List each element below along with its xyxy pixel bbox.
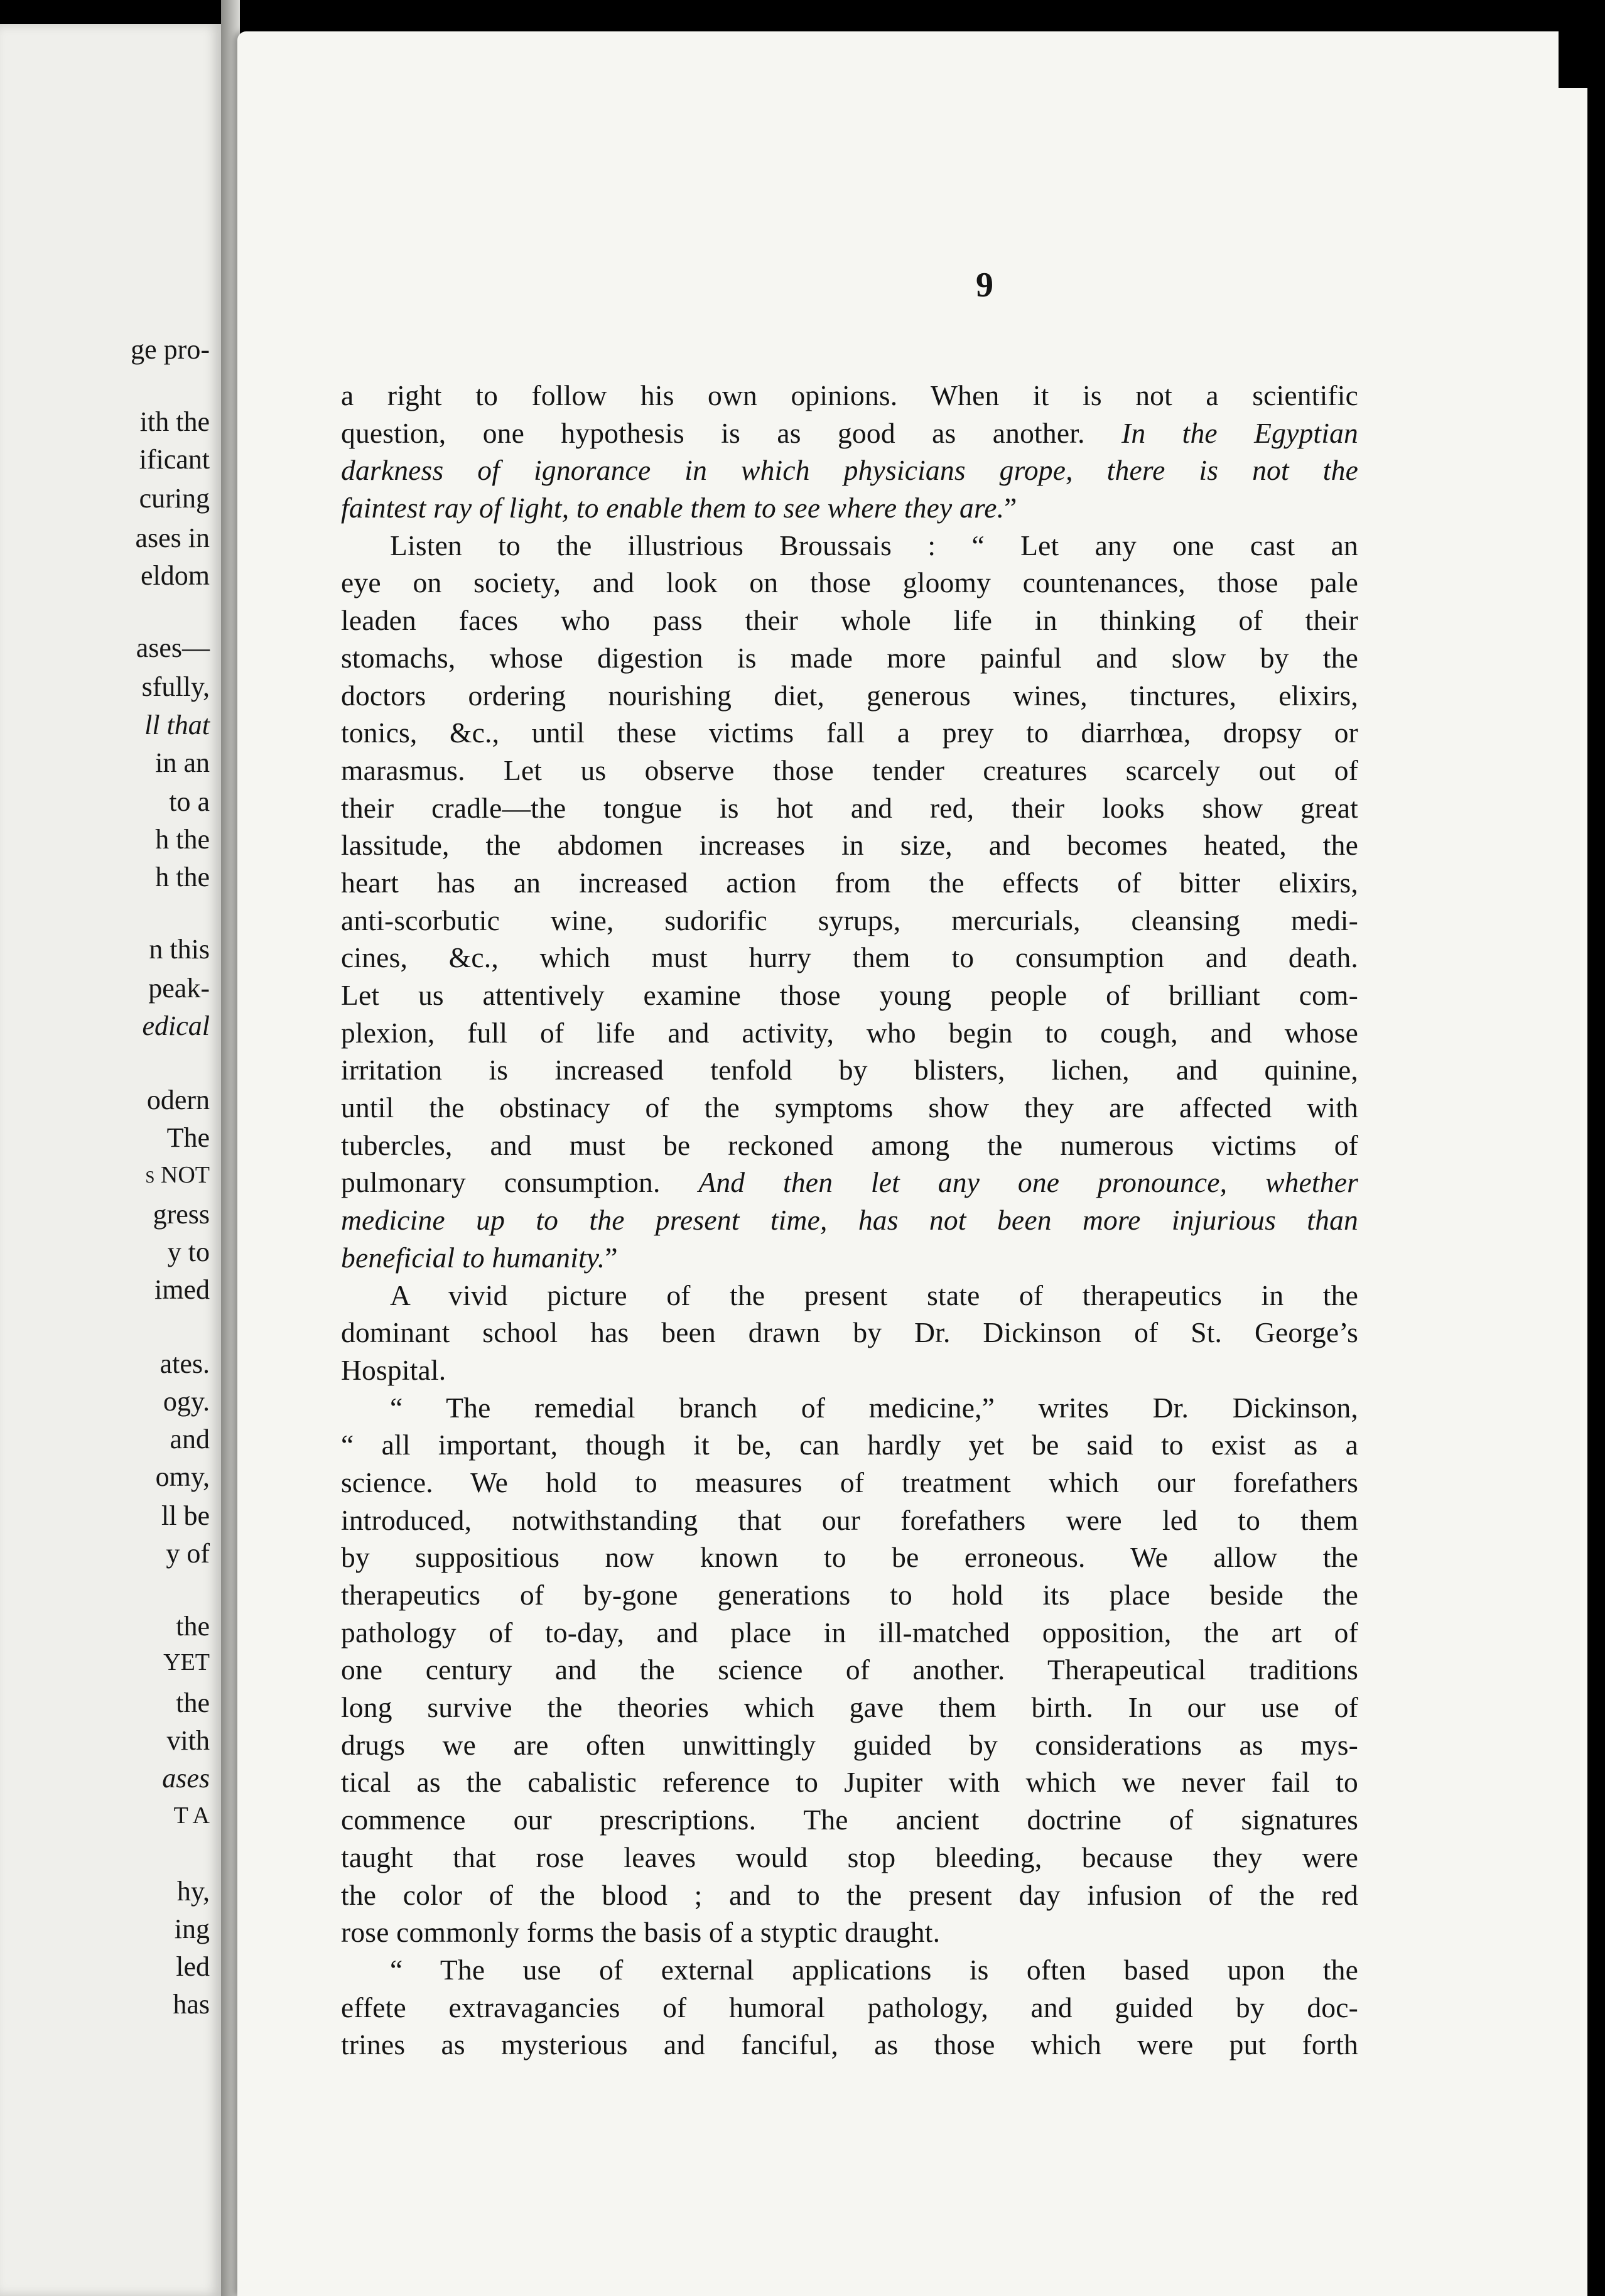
text-segment: a right to follow his own opinions. When it is not a scientific <box>341 379 1358 411</box>
left-page-line: odern <box>146 1085 210 1115</box>
left-page-line: in an <box>155 747 210 778</box>
text-line <box>341 1164 1358 1201</box>
text-line <box>341 527 1358 565</box>
text-segment: one century and the science of another. Therapeutical traditions <box>341 1654 1358 1686</box>
left-page-line: ates. <box>159 1348 210 1379</box>
left-page-line: h the <box>155 862 210 892</box>
text-line <box>341 1651 1358 1689</box>
text-segment: heart has an increased action from the effects of bitter elixirs, <box>341 866 1358 899</box>
text-line <box>341 1089 1358 1127</box>
text-line <box>341 1051 1358 1089</box>
left-page-line: led <box>176 1951 210 1982</box>
italic-text: In the Egyptian <box>1121 416 1358 449</box>
text-segment: ” <box>1004 492 1017 524</box>
text-segment: rose commonly forms the basis of a styptic draught. <box>341 1916 941 1949</box>
text-line <box>341 902 1358 940</box>
left-page-line: ing <box>174 1914 210 1944</box>
text-line <box>341 1614 1358 1652</box>
text-line <box>341 377 1358 414</box>
text-segment: Hospital. <box>341 1353 446 1386</box>
text-segment: leaden faces who pass their whole life in thinking of their <box>341 604 1358 637</box>
text-segment: marasmus. Let us observe those tender creatures scarcely out of <box>341 754 1358 786</box>
text-line <box>341 1277 1358 1314</box>
text-segment: ” <box>605 1241 618 1274</box>
text-line <box>341 1314 1358 1351</box>
left-page-line: y of <box>166 1538 210 1569</box>
text-line <box>341 1989 1358 2027</box>
text-line <box>341 1726 1358 1764</box>
left-page-line: ith the <box>139 406 210 437</box>
left-page-line: h the <box>155 824 210 855</box>
text-segment: lassitude, the abdomen increases in size, and becomes heated, the <box>341 829 1358 862</box>
text-line <box>341 452 1358 489</box>
text-line <box>341 677 1358 715</box>
text-segment: “ The use of external applications is often based upon the <box>390 1953 1358 1986</box>
text-line <box>341 2026 1358 2064</box>
left-page-fragment <box>0 24 221 2296</box>
text-line <box>341 1689 1358 1726</box>
text-segment: Listen to the illustrious Broussais : “ Let any one cast an <box>390 529 1358 561</box>
left-page-line: has <box>173 1989 210 2020</box>
text-segment: tical as the cabalistic reference to Jupiter with which we never fail to <box>341 1766 1358 1799</box>
text-line <box>341 1576 1358 1614</box>
text-segment: the color of the blood ; and to the present day infusion of the red <box>341 1878 1358 1911</box>
text-line <box>341 489 1358 527</box>
text-segment: “ The remedial branch of medicine,” writes Dr. Dickinson, <box>390 1391 1358 1424</box>
left-page-line: The <box>166 1122 210 1153</box>
text-line <box>341 977 1358 1014</box>
text-segment: long survive the theories which gave them birth. In our use of <box>341 1691 1358 1724</box>
text-segment: doctors ordering nourishing diet, generous wines, tinctures, elixirs, <box>341 679 1358 712</box>
left-page-line: YET <box>163 1649 210 1676</box>
text-segment: stomachs, whose digestion is made more painful and slow by the <box>341 641 1358 674</box>
left-page-line: eldom <box>141 560 210 591</box>
text-line <box>341 1951 1358 1989</box>
left-page-line: ases— <box>136 632 210 663</box>
text-line <box>341 752 1358 789</box>
left-page-line: gress <box>153 1199 210 1230</box>
text-segment: tonics, &c., until these victims fall a prey to diarrhœa, dropsy or <box>341 717 1358 749</box>
text-segment: “ all important, though it be, can hardly yet be said to exist as a <box>341 1429 1358 1461</box>
text-line <box>341 864 1358 902</box>
text-line <box>341 414 1358 452</box>
text-line <box>341 564 1358 602</box>
left-page-line: and <box>170 1424 210 1454</box>
left-page-line: omy, <box>155 1461 210 1492</box>
left-page-line: ll that <box>144 710 210 740</box>
italic-text: darkness of ignorance in which physicians grope, there is not the <box>341 454 1358 487</box>
text-line <box>341 1914 1358 1951</box>
text-line <box>341 1201 1358 1239</box>
text-line <box>341 1539 1358 1576</box>
text-segment: introduced, notwithstanding that our forefathers were led to them <box>341 1503 1358 1536</box>
left-page-line: edical <box>142 1010 210 1041</box>
left-page-line: ogy. <box>163 1386 210 1417</box>
text-segment: effete extravagancies of humoral pathology, and guided by doc- <box>341 1991 1358 2023</box>
left-page-line: curing <box>139 483 210 514</box>
text-line <box>341 714 1358 752</box>
text-segment: cines, &c., which must hurry them to consumption and death. <box>341 941 1358 974</box>
text-line <box>341 939 1358 977</box>
text-segment: pathology of to-day, and place in ill-matched opposition, the art of <box>341 1616 1358 1649</box>
text-segment: their cradle—the tongue is hot and red, their looks show great <box>341 791 1358 824</box>
text-line <box>341 1502 1358 1539</box>
text-line <box>341 1876 1358 1914</box>
text-segment: A vivid picture of the present state of therapeutics in the <box>390 1279 1358 1311</box>
left-page-line: sfully, <box>141 671 210 702</box>
right-page <box>237 31 1587 2296</box>
italic-text: beneficial to humanity. <box>341 1241 605 1274</box>
left-page-line: n this <box>149 934 210 965</box>
text-segment: irritation is increased tenfold by blisters, lichen, and quinine, <box>341 1054 1358 1086</box>
body-text <box>341 377 1358 2064</box>
left-page-line: to a <box>169 786 210 817</box>
text-line <box>341 1464 1358 1502</box>
left-page-line: y to <box>167 1237 210 1267</box>
italic-text: faintest ray of light, to enable them to see where they are. <box>341 492 1005 524</box>
text-line <box>341 826 1358 864</box>
left-page-line: hy, <box>176 1876 210 1907</box>
left-page-line: imed <box>154 1274 210 1305</box>
text-line <box>341 1127 1358 1164</box>
text-segment: pulmonary consumption. <box>341 1166 699 1199</box>
italic-text: And then let any one pronounce, whether <box>698 1166 1358 1199</box>
text-segment: plexion, full of life and activity, who begin to cough, and whose <box>341 1016 1358 1049</box>
text-line <box>341 1763 1358 1801</box>
text-line <box>341 1426 1358 1464</box>
left-page-line: vith <box>166 1725 210 1756</box>
text-segment: until the obstinacy of the symptoms show they are affected with <box>341 1091 1358 1124</box>
italic-text: medicine up to the present time, has not been more injurious than <box>341 1204 1358 1237</box>
text-segment: anti-scorbutic wine, sudorific syrups, mercurials, cleansing medi- <box>341 904 1358 936</box>
text-line <box>341 789 1358 827</box>
page-corner-shadow <box>1559 31 1587 88</box>
text-segment: dominant school has been drawn by Dr. Dickinson of St. George’s <box>341 1316 1358 1349</box>
left-page-line: T A <box>173 1802 210 1829</box>
left-page-line: ll be <box>161 1500 210 1531</box>
left-page-line: peak- <box>148 973 210 1004</box>
text-segment: tubercles, and must be reckoned among the numerous victims of <box>341 1129 1358 1161</box>
text-segment: by suppositious now known to be erroneous. We allow the <box>341 1541 1358 1574</box>
left-page-line: the <box>176 1687 210 1718</box>
text-line <box>341 1801 1358 1839</box>
text-line <box>341 1351 1358 1389</box>
text-segment: eye on society, and look on those gloomy countenances, those pale <box>341 566 1358 599</box>
text-line <box>341 602 1358 639</box>
text-line <box>341 1239 1358 1277</box>
left-page-line: ificant <box>139 444 210 475</box>
text-segment: Let us attentively examine those young people of brilliant com- <box>341 979 1358 1011</box>
left-page-line: ge pro- <box>131 334 210 365</box>
text-segment: commence our prescriptions. The ancient doctrine of signatures <box>341 1804 1358 1836</box>
text-segment: taught that rose leaves would stop bleeding, because they were <box>341 1841 1358 1873</box>
text-line <box>341 1014 1358 1052</box>
text-line <box>341 1839 1358 1876</box>
text-segment: drugs we are often unwittingly guided by considerations as mys- <box>341 1728 1358 1761</box>
left-page-line: ases <box>162 1763 210 1794</box>
text-segment: question, one hypothesis is as good as another. <box>341 416 1121 449</box>
left-page-line: ases in <box>135 523 210 553</box>
left-page-line: s NOT <box>145 1162 210 1188</box>
text-line <box>341 639 1358 677</box>
text-segment: therapeutics of by-gone generations to hold its place beside the <box>341 1579 1358 1611</box>
text-segment: trines as mysterious and fanciful, as those which were put forth <box>341 2028 1358 2061</box>
page-number: 9 <box>976 266 993 305</box>
text-segment: science. We hold to measures of treatment which our forefathers <box>341 1466 1358 1498</box>
left-page-line: the <box>176 1611 210 1642</box>
text-line <box>341 1389 1358 1427</box>
